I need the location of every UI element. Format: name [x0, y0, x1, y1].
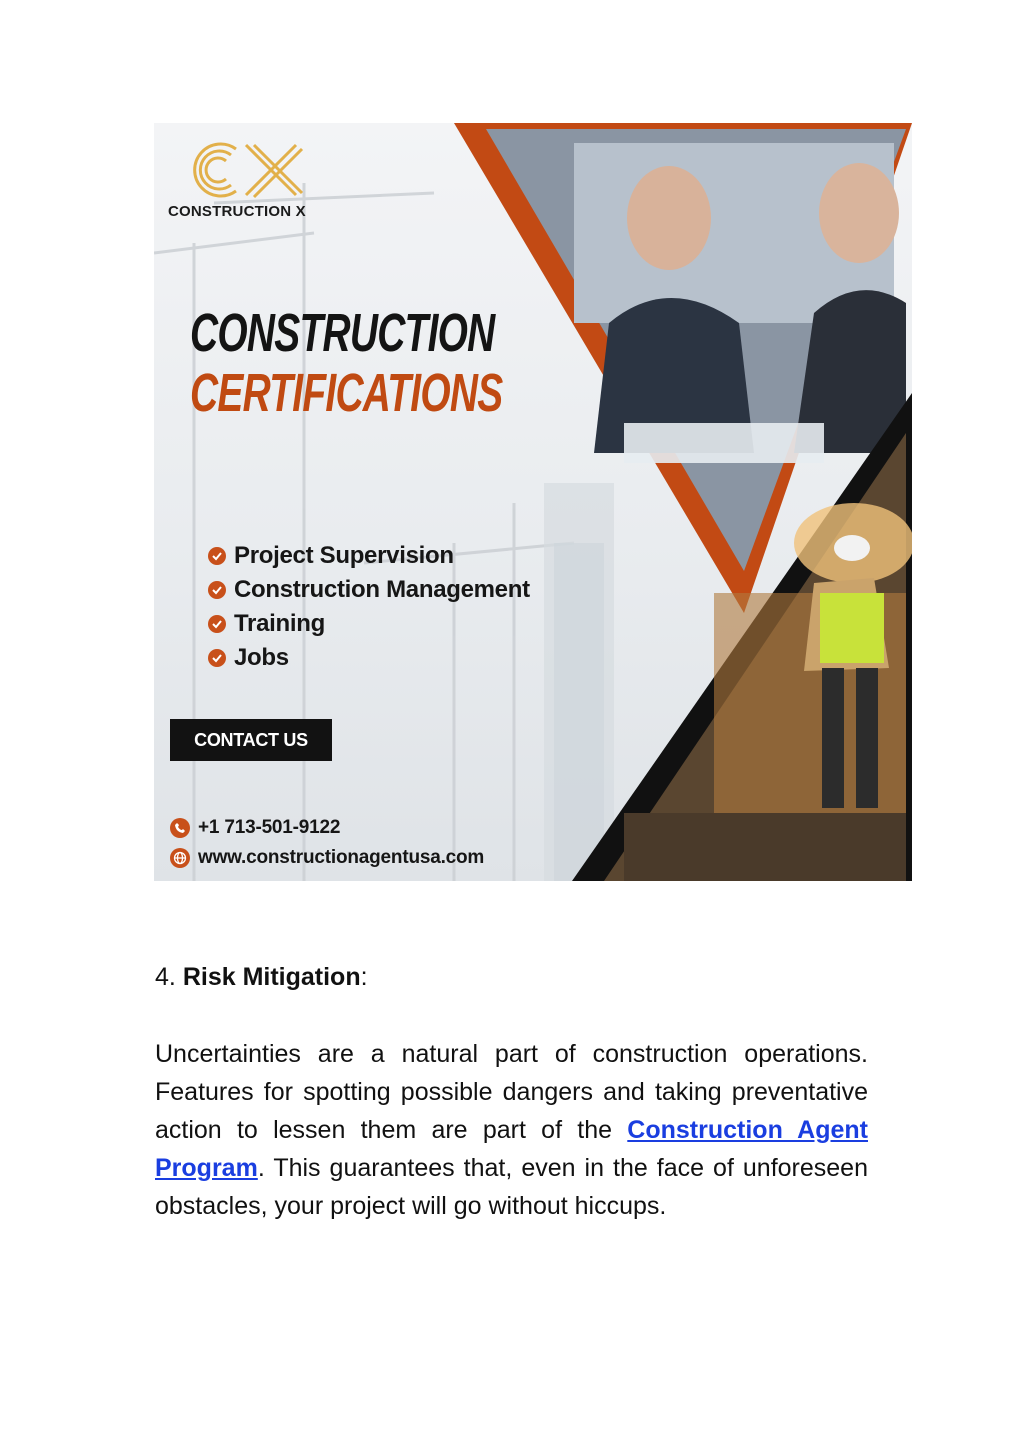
service-label: Construction Management	[234, 576, 530, 603]
phone-icon	[170, 818, 190, 838]
website-row	[170, 843, 484, 873]
promo-banner	[154, 123, 912, 881]
services-list	[208, 539, 530, 675]
contact-us-button[interactable]: CONTACT US	[170, 719, 332, 761]
brand-name: CONSTRUCTION X	[168, 203, 306, 220]
globe-icon	[170, 848, 190, 868]
banner-background-art	[154, 123, 912, 881]
headline-line-2: CERTIFICATIONS	[190, 363, 503, 423]
list-item	[208, 641, 530, 675]
cx-logo-icon	[184, 139, 304, 201]
service-label: Jobs	[234, 644, 289, 671]
article-section	[155, 958, 868, 1225]
list-item	[208, 607, 530, 641]
section-heading	[155, 958, 868, 996]
service-label: Training	[234, 610, 325, 637]
list-item	[208, 539, 530, 573]
contact-info	[170, 813, 484, 873]
check-icon	[208, 581, 226, 599]
paragraph-text-after: . This guarantees that, even in the face of unforeseen obstacles, your project will go without hiccups.	[155, 1154, 868, 1220]
list-item	[208, 573, 530, 607]
check-icon	[208, 547, 226, 565]
heading-text: Risk Mitigation	[182, 963, 361, 991]
construction-agent-program-link[interactable]: Construction Agent Program	[155, 1116, 868, 1182]
item-number: 4.	[155, 963, 176, 991]
service-label: Project Supervision	[234, 542, 454, 569]
phone-row	[170, 813, 484, 843]
body-paragraph	[155, 1035, 868, 1225]
check-icon	[208, 615, 226, 633]
paragraph-text-before: Uncertainties are a natural part of construction operations. Features for spotting possible dangers and taking preventative action to lessen them are part of the	[155, 1040, 868, 1144]
phone-number: +1 713-501-9122	[198, 817, 341, 838]
heading-suffix: :	[360, 963, 368, 991]
check-icon	[208, 649, 226, 667]
banner-headline	[190, 303, 502, 423]
headline-line-1: CONSTRUCTION	[190, 303, 495, 363]
website-url: www.constructionagentusa.com	[198, 847, 485, 868]
